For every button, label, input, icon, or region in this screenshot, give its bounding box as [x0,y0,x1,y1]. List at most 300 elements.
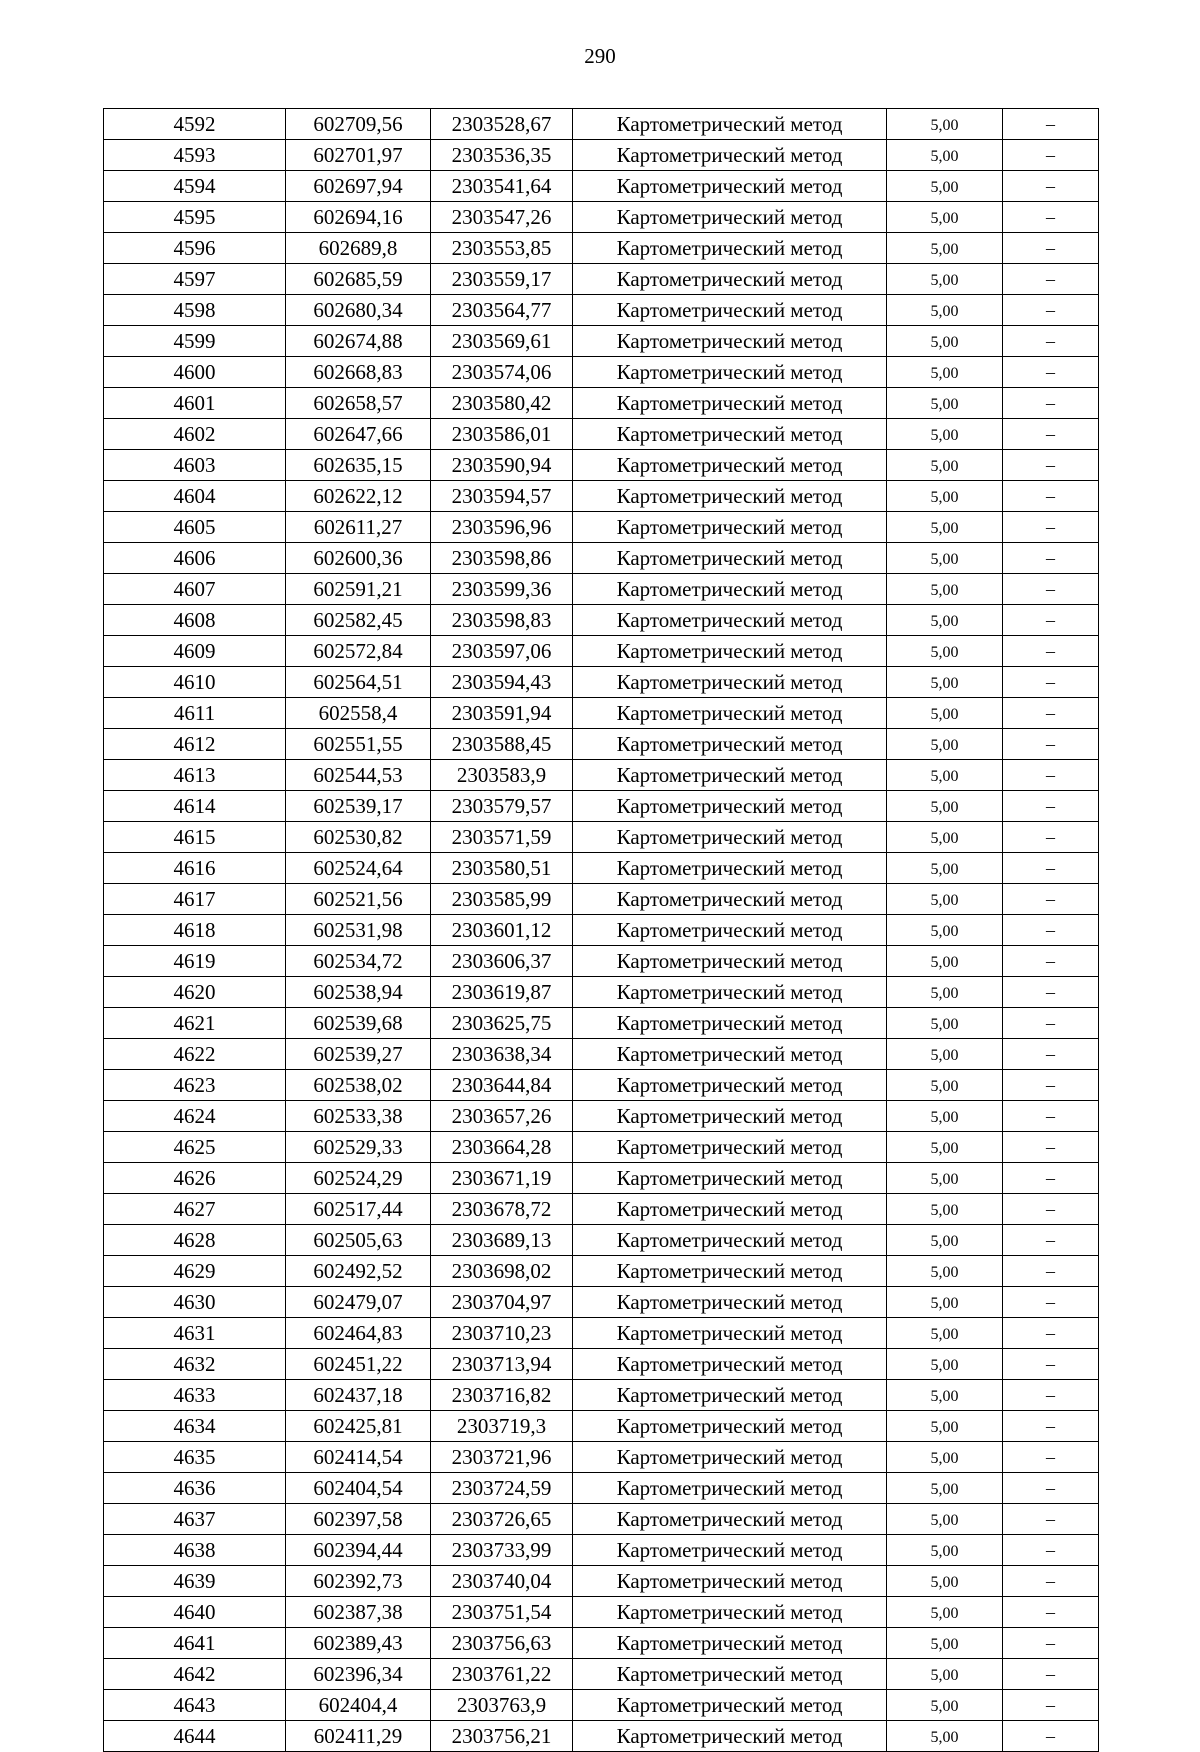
point-number-cell: 4593 [104,140,286,171]
table-row [104,1566,1099,1597]
description-cell: – [1003,1287,1099,1318]
precision-cell: 5,00 [887,977,1003,1008]
precision-cell: 5,00 [887,729,1003,760]
method-cell: Картометрический метод [573,915,887,946]
x-coordinate-cell: 602387,38 [286,1597,431,1628]
x-coordinate-cell: 602414,54 [286,1442,431,1473]
x-coordinate-cell: 602389,43 [286,1628,431,1659]
point-number-cell: 4635 [104,1442,286,1473]
y-coordinate-cell: 2303664,28 [431,1132,573,1163]
description-cell: – [1003,791,1099,822]
point-number-cell: 4636 [104,1473,286,1504]
x-coordinate-cell: 602658,57 [286,388,431,419]
table-row [104,1380,1099,1411]
y-coordinate-cell: 2303713,94 [431,1349,573,1380]
y-coordinate-cell: 2303594,43 [431,667,573,698]
method-cell: Картометрический метод [573,574,887,605]
precision-cell: 5,00 [887,450,1003,481]
precision-cell: 5,00 [887,1008,1003,1039]
table-row [104,1318,1099,1349]
description-cell: – [1003,1659,1099,1690]
description-cell: – [1003,667,1099,698]
table-row [104,1225,1099,1256]
x-coordinate-cell: 602479,07 [286,1287,431,1318]
x-coordinate-cell: 602701,97 [286,140,431,171]
x-coordinate-cell: 602524,29 [286,1163,431,1194]
precision-cell: 5,00 [887,1070,1003,1101]
point-number-cell: 4600 [104,357,286,388]
y-coordinate-cell: 2303644,84 [431,1070,573,1101]
y-coordinate-cell: 2303716,82 [431,1380,573,1411]
method-cell: Картометрический метод [573,1442,887,1473]
point-number-cell: 4626 [104,1163,286,1194]
precision-cell: 5,00 [887,202,1003,233]
method-cell: Картометрический метод [573,1411,887,1442]
x-coordinate-cell: 602600,36 [286,543,431,574]
y-coordinate-cell: 2303579,57 [431,791,573,822]
description-cell: – [1003,636,1099,667]
description-cell: – [1003,853,1099,884]
point-number-cell: 4625 [104,1132,286,1163]
description-cell: – [1003,543,1099,574]
precision-cell: 5,00 [887,574,1003,605]
description-cell: – [1003,605,1099,636]
table-row [104,977,1099,1008]
precision-cell: 5,00 [887,419,1003,450]
description-cell: – [1003,171,1099,202]
method-cell: Картометрический метод [573,1101,887,1132]
description-cell: – [1003,419,1099,450]
description-cell: – [1003,822,1099,853]
x-coordinate-cell: 602538,94 [286,977,431,1008]
x-coordinate-cell: 602709,56 [286,109,431,140]
y-coordinate-cell: 2303704,97 [431,1287,573,1318]
y-coordinate-cell: 2303625,75 [431,1008,573,1039]
table-row [104,1442,1099,1473]
method-cell: Картометрический метод [573,1070,887,1101]
table-row [104,171,1099,202]
x-coordinate-cell: 602425,81 [286,1411,431,1442]
x-coordinate-cell: 602685,59 [286,264,431,295]
y-coordinate-cell: 2303598,86 [431,543,573,574]
precision-cell: 5,00 [887,1194,1003,1225]
precision-cell: 5,00 [887,481,1003,512]
precision-cell: 5,00 [887,1163,1003,1194]
y-coordinate-cell: 2303598,83 [431,605,573,636]
method-cell: Картометрический метод [573,202,887,233]
description-cell: – [1003,1628,1099,1659]
y-coordinate-cell: 2303710,23 [431,1318,573,1349]
point-number-cell: 4637 [104,1504,286,1535]
method-cell: Картометрический метод [573,233,887,264]
table-row [104,388,1099,419]
precision-cell: 5,00 [887,1101,1003,1132]
y-coordinate-cell: 2303756,63 [431,1628,573,1659]
y-coordinate-cell: 2303740,04 [431,1566,573,1597]
y-coordinate-cell: 2303547,26 [431,202,573,233]
method-cell: Картометрический метод [573,419,887,450]
precision-cell: 5,00 [887,1473,1003,1504]
precision-cell: 5,00 [887,667,1003,698]
table-row [104,264,1099,295]
method-cell: Картометрический метод [573,1380,887,1411]
method-cell: Картометрический метод [573,760,887,791]
description-cell: – [1003,326,1099,357]
precision-cell: 5,00 [887,1659,1003,1690]
description-cell: – [1003,1163,1099,1194]
table-row [104,1504,1099,1535]
x-coordinate-cell: 602689,8 [286,233,431,264]
description-cell: – [1003,698,1099,729]
table-row [104,791,1099,822]
y-coordinate-cell: 2303564,77 [431,295,573,326]
x-coordinate-cell: 602404,54 [286,1473,431,1504]
table-row [104,574,1099,605]
point-number-cell: 4603 [104,450,286,481]
y-coordinate-cell: 2303733,99 [431,1535,573,1566]
description-cell: – [1003,1442,1099,1473]
description-cell: – [1003,1318,1099,1349]
precision-cell: 5,00 [887,1566,1003,1597]
precision-cell: 5,00 [887,109,1003,140]
table-row [104,481,1099,512]
x-coordinate-cell: 602544,53 [286,760,431,791]
point-number-cell: 4643 [104,1690,286,1721]
y-coordinate-cell: 2303571,59 [431,822,573,853]
point-number-cell: 4612 [104,729,286,760]
description-cell: – [1003,202,1099,233]
precision-cell: 5,00 [887,512,1003,543]
precision-cell: 5,00 [887,946,1003,977]
y-coordinate-cell: 2303638,34 [431,1039,573,1070]
method-cell: Картометрический метод [573,171,887,202]
description-cell: – [1003,1070,1099,1101]
precision-cell: 5,00 [887,1318,1003,1349]
point-number-cell: 4602 [104,419,286,450]
x-coordinate-cell: 602492,52 [286,1256,431,1287]
y-coordinate-cell: 2303574,06 [431,357,573,388]
table-row [104,109,1099,140]
x-coordinate-cell: 602558,4 [286,698,431,729]
y-coordinate-cell: 2303599,36 [431,574,573,605]
y-coordinate-cell: 2303553,85 [431,233,573,264]
table-row [104,853,1099,884]
precision-cell: 5,00 [887,853,1003,884]
point-number-cell: 4630 [104,1287,286,1318]
x-coordinate-cell: 602551,55 [286,729,431,760]
precision-cell: 5,00 [887,1039,1003,1070]
method-cell: Картометрический метод [573,946,887,977]
x-coordinate-cell: 602674,88 [286,326,431,357]
method-cell: Картометрический метод [573,326,887,357]
y-coordinate-cell: 2303756,21 [431,1721,573,1752]
description-cell: – [1003,357,1099,388]
method-cell: Картометрический метод [573,295,887,326]
method-cell: Картометрический метод [573,1628,887,1659]
precision-cell: 5,00 [887,1132,1003,1163]
y-coordinate-cell: 2303597,06 [431,636,573,667]
x-coordinate-cell: 602572,84 [286,636,431,667]
method-cell: Картометрический метод [573,729,887,760]
y-coordinate-cell: 2303761,22 [431,1659,573,1690]
x-coordinate-cell: 602582,45 [286,605,431,636]
table-row [104,295,1099,326]
precision-cell: 5,00 [887,884,1003,915]
point-number-cell: 4639 [104,1566,286,1597]
description-cell: – [1003,915,1099,946]
precision-cell: 5,00 [887,388,1003,419]
method-cell: Картометрический метод [573,1721,887,1752]
description-cell: – [1003,1721,1099,1752]
precision-cell: 5,00 [887,1380,1003,1411]
table-row [104,946,1099,977]
method-cell: Картометрический метод [573,1225,887,1256]
point-number-cell: 4620 [104,977,286,1008]
x-coordinate-cell: 602539,68 [286,1008,431,1039]
precision-cell: 5,00 [887,543,1003,574]
point-number-cell: 4615 [104,822,286,853]
table-row [104,1597,1099,1628]
method-cell: Картометрический метод [573,1535,887,1566]
y-coordinate-cell: 2303591,94 [431,698,573,729]
point-number-cell: 4619 [104,946,286,977]
method-cell: Картометрический метод [573,698,887,729]
point-number-cell: 4641 [104,1628,286,1659]
precision-cell: 5,00 [887,1504,1003,1535]
method-cell: Картометрический метод [573,1349,887,1380]
point-number-cell: 4623 [104,1070,286,1101]
method-cell: Картометрический метод [573,1690,887,1721]
table-row [104,760,1099,791]
x-coordinate-cell: 602529,33 [286,1132,431,1163]
table-row [104,1535,1099,1566]
table-row [104,822,1099,853]
method-cell: Картометрический метод [573,822,887,853]
method-cell: Картометрический метод [573,853,887,884]
description-cell: – [1003,1349,1099,1380]
point-number-cell: 4605 [104,512,286,543]
precision-cell: 5,00 [887,915,1003,946]
method-cell: Картометрический метод [573,605,887,636]
point-number-cell: 4608 [104,605,286,636]
x-coordinate-cell: 602538,02 [286,1070,431,1101]
precision-cell: 5,00 [887,326,1003,357]
table-row [104,233,1099,264]
y-coordinate-cell: 2303724,59 [431,1473,573,1504]
method-cell: Картометрический метод [573,884,887,915]
point-number-cell: 4594 [104,171,286,202]
table-row [104,1721,1099,1752]
point-number-cell: 4607 [104,574,286,605]
x-coordinate-cell: 602668,83 [286,357,431,388]
description-cell: – [1003,1411,1099,1442]
coordinates-table-body [104,109,1099,1752]
precision-cell: 5,00 [887,140,1003,171]
description-cell: – [1003,760,1099,791]
point-number-cell: 4601 [104,388,286,419]
description-cell: – [1003,1194,1099,1225]
y-coordinate-cell: 2303559,17 [431,264,573,295]
description-cell: – [1003,1132,1099,1163]
precision-cell: 5,00 [887,233,1003,264]
x-coordinate-cell: 602539,27 [286,1039,431,1070]
table-row [104,326,1099,357]
method-cell: Картометрический метод [573,140,887,171]
table-row [104,512,1099,543]
point-number-cell: 4599 [104,326,286,357]
x-coordinate-cell: 602564,51 [286,667,431,698]
precision-cell: 5,00 [887,1411,1003,1442]
table-row [104,729,1099,760]
table-row [104,202,1099,233]
table-row [104,140,1099,171]
method-cell: Картометрический метод [573,512,887,543]
table-row [104,1473,1099,1504]
x-coordinate-cell: 602521,56 [286,884,431,915]
y-coordinate-cell: 2303751,54 [431,1597,573,1628]
precision-cell: 5,00 [887,636,1003,667]
precision-cell: 5,00 [887,295,1003,326]
description-cell: – [1003,1535,1099,1566]
table-row [104,1349,1099,1380]
description-cell: – [1003,109,1099,140]
description-cell: – [1003,729,1099,760]
description-cell: – [1003,1380,1099,1411]
method-cell: Картометрический метод [573,109,887,140]
table-row [104,1194,1099,1225]
precision-cell: 5,00 [887,171,1003,202]
x-coordinate-cell: 602531,98 [286,915,431,946]
description-cell: – [1003,1039,1099,1070]
point-number-cell: 4610 [104,667,286,698]
x-coordinate-cell: 602396,34 [286,1659,431,1690]
method-cell: Картометрический метод [573,357,887,388]
table-row [104,1287,1099,1318]
description-cell: – [1003,884,1099,915]
y-coordinate-cell: 2303596,96 [431,512,573,543]
method-cell: Картометрический метод [573,791,887,822]
description-cell: – [1003,481,1099,512]
method-cell: Картометрический метод [573,1287,887,1318]
description-cell: – [1003,388,1099,419]
table-row [104,1659,1099,1690]
precision-cell: 5,00 [887,1535,1003,1566]
precision-cell: 5,00 [887,1287,1003,1318]
precision-cell: 5,00 [887,698,1003,729]
y-coordinate-cell: 2303580,42 [431,388,573,419]
x-coordinate-cell: 602622,12 [286,481,431,512]
precision-cell: 5,00 [887,1597,1003,1628]
y-coordinate-cell: 2303678,72 [431,1194,573,1225]
description-cell: – [1003,946,1099,977]
description-cell: – [1003,1566,1099,1597]
precision-cell: 5,00 [887,357,1003,388]
description-cell: – [1003,1101,1099,1132]
table-row [104,698,1099,729]
description-cell: – [1003,1597,1099,1628]
method-cell: Картометрический метод [573,450,887,481]
table-row [104,667,1099,698]
point-number-cell: 4606 [104,543,286,574]
table-row [104,884,1099,915]
y-coordinate-cell: 2303528,67 [431,109,573,140]
y-coordinate-cell: 2303580,51 [431,853,573,884]
point-number-cell: 4629 [104,1256,286,1287]
point-number-cell: 4631 [104,1318,286,1349]
table-row [104,1008,1099,1039]
x-coordinate-cell: 602694,16 [286,202,431,233]
x-coordinate-cell: 602697,94 [286,171,431,202]
y-coordinate-cell: 2303689,13 [431,1225,573,1256]
point-number-cell: 4596 [104,233,286,264]
y-coordinate-cell: 2303594,57 [431,481,573,512]
x-coordinate-cell: 602392,73 [286,1566,431,1597]
x-coordinate-cell: 602411,29 [286,1721,431,1752]
table-row [104,1101,1099,1132]
point-number-cell: 4611 [104,698,286,729]
x-coordinate-cell: 602533,38 [286,1101,431,1132]
y-coordinate-cell: 2303763,9 [431,1690,573,1721]
coordinates-table [103,108,1099,1752]
x-coordinate-cell: 602404,4 [286,1690,431,1721]
x-coordinate-cell: 602534,72 [286,946,431,977]
point-number-cell: 4595 [104,202,286,233]
precision-cell: 5,00 [887,264,1003,295]
x-coordinate-cell: 602505,63 [286,1225,431,1256]
method-cell: Картометрический метод [573,1008,887,1039]
table-row [104,357,1099,388]
point-number-cell: 4640 [104,1597,286,1628]
method-cell: Картометрический метод [573,1194,887,1225]
point-number-cell: 4609 [104,636,286,667]
y-coordinate-cell: 2303721,96 [431,1442,573,1473]
y-coordinate-cell: 2303590,94 [431,450,573,481]
method-cell: Картометрический метод [573,667,887,698]
table-row [104,1070,1099,1101]
precision-cell: 5,00 [887,1721,1003,1752]
point-number-cell: 4632 [104,1349,286,1380]
table-row [104,1039,1099,1070]
x-coordinate-cell: 602437,18 [286,1380,431,1411]
point-number-cell: 4634 [104,1411,286,1442]
point-number-cell: 4598 [104,295,286,326]
point-number-cell: 4638 [104,1535,286,1566]
x-coordinate-cell: 602397,58 [286,1504,431,1535]
method-cell: Картометрический метод [573,264,887,295]
method-cell: Картометрический метод [573,543,887,574]
x-coordinate-cell: 602591,21 [286,574,431,605]
description-cell: – [1003,1473,1099,1504]
table-row [104,636,1099,667]
y-coordinate-cell: 2303671,19 [431,1163,573,1194]
description-cell: – [1003,264,1099,295]
y-coordinate-cell: 2303569,61 [431,326,573,357]
table-row [104,1256,1099,1287]
y-coordinate-cell: 2303719,3 [431,1411,573,1442]
y-coordinate-cell: 2303541,64 [431,171,573,202]
method-cell: Картометрический метод [573,1256,887,1287]
table-row [104,1163,1099,1194]
point-number-cell: 4628 [104,1225,286,1256]
x-coordinate-cell: 602680,34 [286,295,431,326]
y-coordinate-cell: 2303588,45 [431,729,573,760]
description-cell: – [1003,450,1099,481]
x-coordinate-cell: 602451,22 [286,1349,431,1380]
method-cell: Картометрический метод [573,1473,887,1504]
point-number-cell: 4644 [104,1721,286,1752]
point-number-cell: 4616 [104,853,286,884]
table-row [104,605,1099,636]
